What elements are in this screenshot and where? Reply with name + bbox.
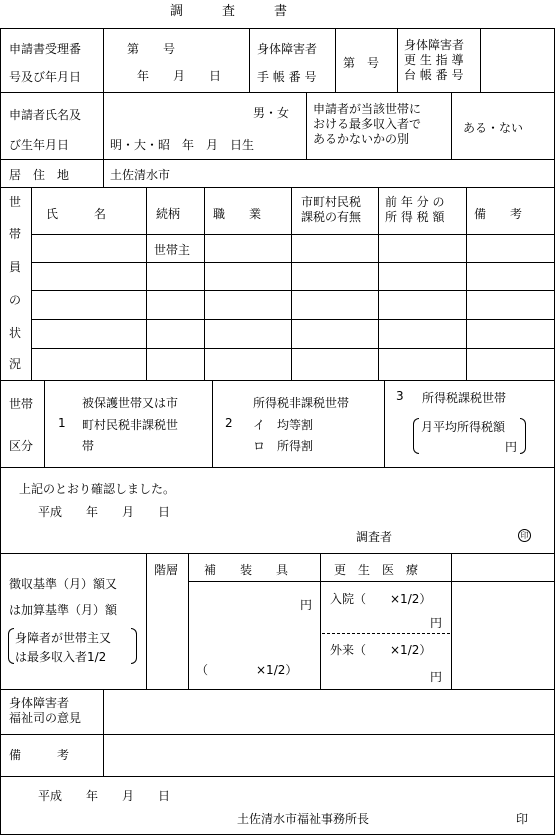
max-income-label: 申請者が当該世帯に おける最多収入者で あるかないかの別: [313, 102, 422, 146]
household-side-label-1: 世: [9, 195, 22, 209]
col-remarks: 備 考: [474, 207, 523, 221]
category-option-1-num: 1: [58, 416, 66, 430]
applicant-name-label-2: び生年月日: [9, 138, 70, 152]
form-title: 調 査 書: [170, 4, 288, 19]
equipment-header: 補 装 具: [204, 563, 289, 577]
address-label: 居 住 地: [9, 168, 70, 182]
guidance-label: 身体障害者 更 生 指 導 台 帳 番 号: [404, 38, 465, 82]
footer-date: 平成 年 月 日: [38, 789, 171, 803]
col-municipal-tax: 市町村民税 課税の有無: [301, 195, 362, 224]
col-income-tax: 前 年 分 の 所 得 税 額: [385, 195, 445, 224]
category-option-1-b: 町村民税非課税世: [82, 418, 179, 432]
household-side-label-3: 員: [9, 260, 22, 274]
inpatient-yen: 円: [430, 616, 443, 630]
receipt-date: 年 月 日: [137, 69, 222, 83]
medical-header: 更 生 医 療: [334, 563, 419, 577]
investigator-label: 調査者: [356, 530, 393, 544]
category-option-2-b: イ 均等割: [253, 418, 314, 432]
cost-label: 徴収基準（月）額又: [9, 577, 118, 591]
applicant-name-label: 申請者氏名及: [9, 108, 82, 122]
category-option-3-a: 所得税課税世帯: [422, 391, 507, 405]
category-option-1-c: 帯: [82, 439, 95, 453]
tier-header: 階層: [154, 563, 179, 577]
inpatient-calc: 入院（ ×1/2）: [330, 592, 432, 606]
max-income-value: ある・ない: [463, 121, 524, 135]
outpatient-yen: 円: [430, 670, 443, 684]
receipt-label: 申請書受理番: [9, 42, 82, 56]
category-option-3-num: 3: [396, 389, 404, 403]
category-option-2-num: 2: [225, 416, 233, 430]
birth-date: 明・大・昭 年 月 日生: [110, 138, 255, 152]
category-option-3-b: 月平均所得税額: [421, 420, 506, 434]
cost-label-2: は加算基準（月）額: [9, 603, 118, 617]
office-seal: 印: [516, 812, 529, 826]
outpatient-calc: 外来（ ×1/2）: [330, 643, 432, 657]
category-option-2-c: ロ 所得割: [253, 439, 314, 453]
col-occupation: 職 業: [213, 207, 262, 221]
confirm-date: 平成 年 月 日: [38, 505, 171, 519]
category-option-3-yen: 円: [505, 440, 518, 454]
household-side-label-2: 帯: [9, 227, 22, 241]
handbook-label-2: 手 帳 番 号: [257, 70, 317, 84]
household-head: 世帯主: [154, 243, 191, 257]
category-label-2: 区分: [9, 439, 34, 453]
confirm-text: 上記のとおり確認しました。: [19, 482, 176, 496]
household-side-label-4: の: [9, 293, 22, 307]
cost-note-1: 身障者が世帯主又: [15, 631, 112, 645]
handbook-number: 第 号: [343, 56, 380, 70]
equipment-calc: （ ×1/2）: [196, 663, 298, 677]
category-option-1-a: 被保護世帯又は市: [82, 396, 179, 410]
sex-options: 男・女: [253, 106, 290, 120]
address-value: 土佐清水市: [110, 168, 171, 182]
cost-note-2: は最多収入者1/2: [15, 650, 107, 664]
receipt-number: 第 号: [127, 42, 176, 56]
handbook-label: 身体障害者: [257, 42, 318, 56]
equipment-yen: 円: [300, 598, 313, 612]
remarks-label: 備 考: [9, 748, 70, 762]
col-name: 氏 名: [46, 207, 107, 221]
category-option-2-a: 所得税非課税世帯: [253, 396, 350, 410]
office-name: 土佐清水市福祉事務所長: [237, 812, 370, 826]
household-side-label-5: 状: [9, 326, 22, 340]
category-label: 世帯: [9, 397, 34, 411]
investigator-seal: 印: [518, 529, 531, 542]
opinion-label: 身体障害者 福祉司の意見: [9, 696, 82, 725]
col-relation: 続柄: [156, 207, 181, 221]
receipt-label-2: 号及び年月日: [9, 70, 82, 84]
household-side-label-6: 況: [9, 357, 22, 371]
